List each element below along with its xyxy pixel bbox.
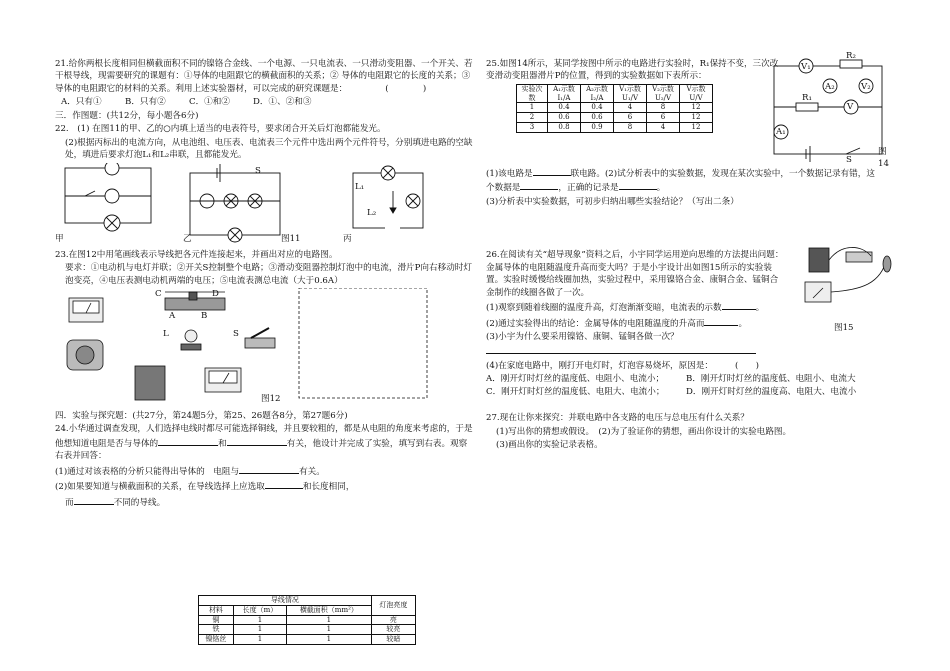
q24-text: 24.小华通过调查发现，人们选择电线时都尽可能选择铜线，并且要较粗的，都是从电阻的角度来考虑的，于是他想知道电阻是否与导体的 和 有关，他设计并完成了实验，填写到右表。观察右表并回答： (55, 424, 473, 462)
fig12-caption: 图12 (261, 393, 281, 404)
fig12-label-b: B (201, 310, 208, 321)
ammeter-drawing (69, 298, 103, 322)
fig11-caption: 图11 (281, 233, 301, 244)
fig14-v2: V₂ (861, 81, 871, 92)
q26-text: 26.在阅读有关“超导现象”资料之后，小宇同学运用逆向思维的方法提出问题：金属导体的电阻随温度升高而变大吗？于是小宇设计出如图15所示的实验装置。实验时缓慢给线圈加热，实验过程中，采用镍铬合金、康铜合金、锰铜合金制作的线圈各做了一次。 (486, 250, 784, 298)
fig14-a2: A₂ (825, 81, 835, 92)
q26-blank-2[interactable] (704, 316, 738, 326)
q21-options (55, 96, 473, 108)
q24-table (198, 595, 416, 645)
q24-sub3: 而 不同的导线。 (55, 495, 473, 509)
q24-blank-2[interactable] (227, 436, 287, 446)
q27-sub3: (3)画出你的实验记录表格。 (496, 440, 603, 451)
q23-part1: 23.在图12中用笔画线表示导线把各元件连接起来，并画出对应的电路图。 (55, 249, 338, 260)
q21-option-b[interactable]: B．只有② (125, 97, 166, 108)
fig14-a1: A₁ (776, 126, 786, 137)
section-3-heading: 三．作图题：(共12分，每小题各6分) (55, 110, 199, 121)
q21-option-c[interactable]: C．①和② (189, 97, 230, 108)
q23-part2: 要求：①电动机与电灯并联；②开关S控制整个电路；③滑动变阻器控制灯泡中的电流，滑片P向右移动时灯泡变亮，④电压表测电动机两端的电压；⑤电流表测总电流（大于0.6A） (65, 263, 472, 286)
switch-drawing (245, 328, 275, 348)
table-row: 2 0.6 0.6 6 6 12 (517, 113, 713, 123)
fig15-caption: 图15 (834, 323, 854, 334)
q26-option-d[interactable]: D．刚开灯时灯丝的温度高、电阻大、电流小 (686, 386, 857, 397)
q26-sub4: (4)在家庭电路中，刚打开电灯时，灯泡容易烧坏，原因是： ( ) (486, 360, 759, 371)
q24-blank-5[interactable] (74, 495, 114, 505)
table-row: 铜 1 1 亮 (199, 615, 416, 625)
fig14-s: S (846, 154, 852, 165)
circuit-jia (65, 163, 151, 231)
fig12-label-a: A (169, 310, 176, 321)
left-column (55, 58, 473, 643)
q25-blank-2[interactable] (520, 180, 558, 190)
q24-table-bright: 灯泡亮度 (371, 596, 415, 616)
q21-option-a[interactable]: A．只有① (61, 97, 102, 108)
q24-blank-3[interactable] (239, 464, 299, 474)
figure-14-circuit (766, 52, 896, 164)
q24-blank-1[interactable] (158, 436, 218, 446)
q24-table-h0: 材料 (199, 605, 234, 615)
q26-sub3: (3)小宇为什么要采用镍铬、康铜、锰铜各做一次？ (486, 331, 679, 342)
voltmeter-drawing (205, 368, 241, 392)
fig12-label-d: D (212, 288, 219, 299)
fig14-caption: 图14 (878, 146, 889, 170)
q21-text: 21.给你两根长度相同但横截面积不同的镍铬合金线、一个电源、一只电流表、一只滑动变阻器、一个开关、若干根导线，现需要研究的课题有：①导体的电阻跟它的横截面积的关系；② 导体的电阻跟它的长度的关系；③ 导体的电阻跟它的材料的关系。利用上述实验器材，可以完成的研究课题是： ( ) (55, 59, 473, 94)
q26-body (486, 300, 896, 398)
q26-sub1: (1)观察到随着线圈的温度升高，灯泡渐渐变暗，电流表的示数 。 (486, 300, 896, 314)
q27-text: 27.现在让你来探究：并联电路中各支路的电压与总电压有什么关系？ (486, 413, 749, 424)
fig11-switch-label: S (255, 165, 261, 176)
figure-11-circuits (55, 163, 473, 249)
fig14-v: V (847, 101, 854, 112)
q22-part2: (2)根据丙标出的电流方向，从电池组、电压表、电流表三个元件中选出两个元件符号，分别填进电路的空缺处，填进后要求灯泡L₁和L₂串联，且都能发光。 (65, 137, 473, 161)
q25-sub3: (3)分析表中实验数据，可初步归纳出哪些实验结论？（写出二条） (486, 196, 739, 207)
motor-drawing (67, 340, 103, 370)
fig11-l2-label: L₂ (367, 207, 377, 218)
table-row: 镍铬丝 1 1 较暗 (199, 635, 416, 645)
figure-11 (55, 163, 473, 249)
table-row: 1 0.4 0.4 4 8 12 (517, 103, 713, 113)
q25-text: 25.如图14所示，某同学按图中所示的电路进行实验时，R₁保持不变，三次改变滑动变阻器滑片P的位置，得到的实验数据如下表所示： (486, 59, 779, 82)
fig11-label-jia: 甲 (55, 233, 64, 244)
q25-blank-3[interactable] (619, 180, 657, 190)
q26-option-b[interactable]: B．刚开灯时灯丝的温度低、电阻小、电流大 (686, 374, 856, 385)
q26-option-a[interactable]: A．刚开灯时灯丝的温度低、电阻小、电流小； (486, 374, 665, 385)
q25-sub1: (1)该电路是 联电路。(2)试分析表中的实验数据，发现在某次实验中，一个数据记录有错，这个数据是 ，正确的记录是 。 (486, 166, 881, 195)
fig11-label-bing: 丙 (343, 233, 352, 244)
q27-sub1: (1)写出你的猜想或假设。 (2)为了验证你的猜想，画出你设计的实验电路图。 (496, 426, 792, 437)
table-row: 铁 1 1 较亮 (199, 625, 416, 635)
q24-table-h1: 长度（m） (233, 605, 286, 615)
fig11-label-yi: 乙 (183, 233, 192, 244)
q25-table: 实验次数 A₁示数 I₁/A A₂示数 I₂/A V₁示数 U₁/V V₂示数 U₂/V V示数 U/V 1 0.4 0.4 4 8 12 2 0.6 0.6 6 6 12 3 0.8 0.9 8 4 12 (516, 84, 713, 133)
circuit-yi (190, 164, 280, 242)
q26-option-c[interactable]: C．刚开灯时灯丝的温度低、电阻大、电流小； (486, 386, 665, 397)
right-column (486, 50, 896, 453)
q26-options (486, 373, 896, 398)
q26-blank-3[interactable] (486, 344, 756, 354)
q26-blank-1[interactable] (722, 300, 756, 310)
q24-table-group: 导线情况 (199, 596, 372, 606)
fig12-label-s: S (233, 328, 239, 339)
table-row: 3 0.8 0.9 8 4 12 (517, 122, 713, 132)
figure-12-components (55, 288, 473, 410)
fig12-label-c: C (155, 288, 162, 299)
q21-option-d[interactable]: D．①、②和③ (253, 97, 312, 108)
fig12-label-l: L (163, 328, 169, 339)
circuit-bing (353, 166, 423, 228)
figure-15-apparatus (791, 238, 896, 320)
section-4-heading: 四．实验与探究题：(共27分，第24题5分，第25、26题各8分，第27题6分) (55, 410, 348, 421)
q26-sub2: (2)通过实验得出的结论：金属导体的电阻随温度的升高而 。 (486, 316, 896, 330)
q25-blank-1[interactable] (533, 166, 571, 176)
q24-sub1: (1)通过对该表格的分析只能得出导体的 电阻与 有关。 (55, 464, 473, 478)
q22-part1: 22. (1) 在图11的甲、乙的○内填上适当的电表符号，要求闭合开关后灯泡都能发光。 (55, 124, 386, 135)
q24-sub2: (2)如果要知道与横截面积的关系，在导线选择上应选取 和长度相同， (55, 479, 473, 493)
answer-box (299, 288, 427, 398)
bulb-drawing (181, 330, 201, 350)
fig14-v1: V₁ (801, 61, 811, 72)
q24-table-h2: 横截面积（mm²） (287, 605, 372, 615)
fig11-l1-label: L₁ (355, 181, 365, 192)
q24-blank-4[interactable] (265, 479, 303, 489)
fig14-r2: R₂ (846, 50, 856, 61)
figure-12 (55, 288, 473, 410)
fig14-r1: R₁ (802, 92, 812, 103)
battery-drawing (135, 366, 165, 400)
